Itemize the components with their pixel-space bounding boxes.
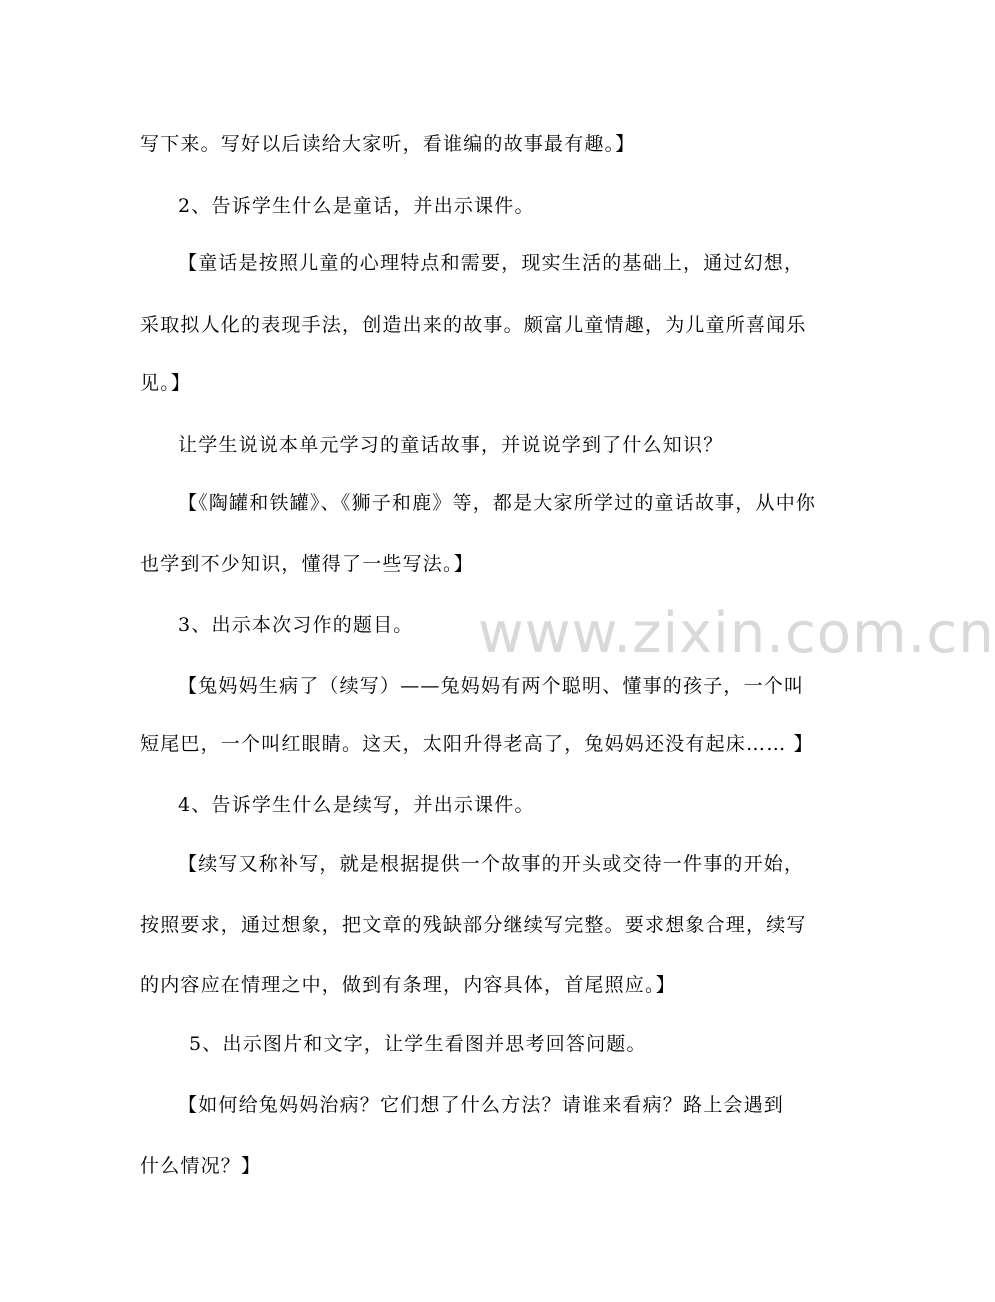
text-line: 【《陶罐和铁罐》、《狮子和鹿》等，都是大家所学过的童话故事，从中你 [178, 492, 817, 514]
text-line: 也学到不少知识，懂得了一些写法。】 [140, 553, 474, 575]
text-line: 让学生说说本单元学习的童话故事，并说说学到了什么知识？ [178, 434, 724, 456]
text-line: 什么情况？】 [140, 1155, 262, 1177]
text-line: 2、告诉学生什么是童话，并出示课件。 [178, 195, 535, 217]
text-line: 的内容应在情理之中，做到有条理，内容具体，首尾照应。】 [140, 974, 676, 996]
text-line: 采取拟人化的表现手法，创造出来的故事。颇富儿童情趣，为儿童所喜闻乐 [140, 314, 807, 336]
text-line: 5、出示图片和文字，让学生看图并思考回答问题。 [189, 1033, 647, 1055]
text-line: 【如何给兔妈妈治病？它们想了什么方法？请谁来看病？路上会遇到 [178, 1094, 785, 1116]
text-line: 4、告诉学生什么是续写，并出示课件。 [178, 794, 535, 816]
watermark: www.zixin.com.cn [478, 601, 995, 666]
text-line: 【兔妈妈生病了（续写）——兔妈妈有两个聪明、懂事的孩子，一个叫 [178, 675, 805, 697]
text-line: 【续写又称补写，就是根据提供一个故事的开头或交待一件事的开始， [178, 853, 805, 875]
text-line: 按照要求，通过想象，把文章的残缺部分继续写完整。要求想象合理，续写 [140, 914, 807, 936]
text-line: 写下来。写好以后读给大家听，看谁编的故事最有趣。】 [140, 133, 636, 155]
text-line: 见。】 [140, 372, 192, 394]
text-line: 【童话是按照儿童的心理特点和需要，现实生活的基础上，通过幻想， [178, 252, 805, 274]
text-line: 短尾巴，一个叫红眼睛。这天，太阳升得老高了，兔妈妈还没有起床…… 】 [140, 733, 814, 755]
text-line: 3、出示本次习作的题目。 [178, 614, 414, 636]
